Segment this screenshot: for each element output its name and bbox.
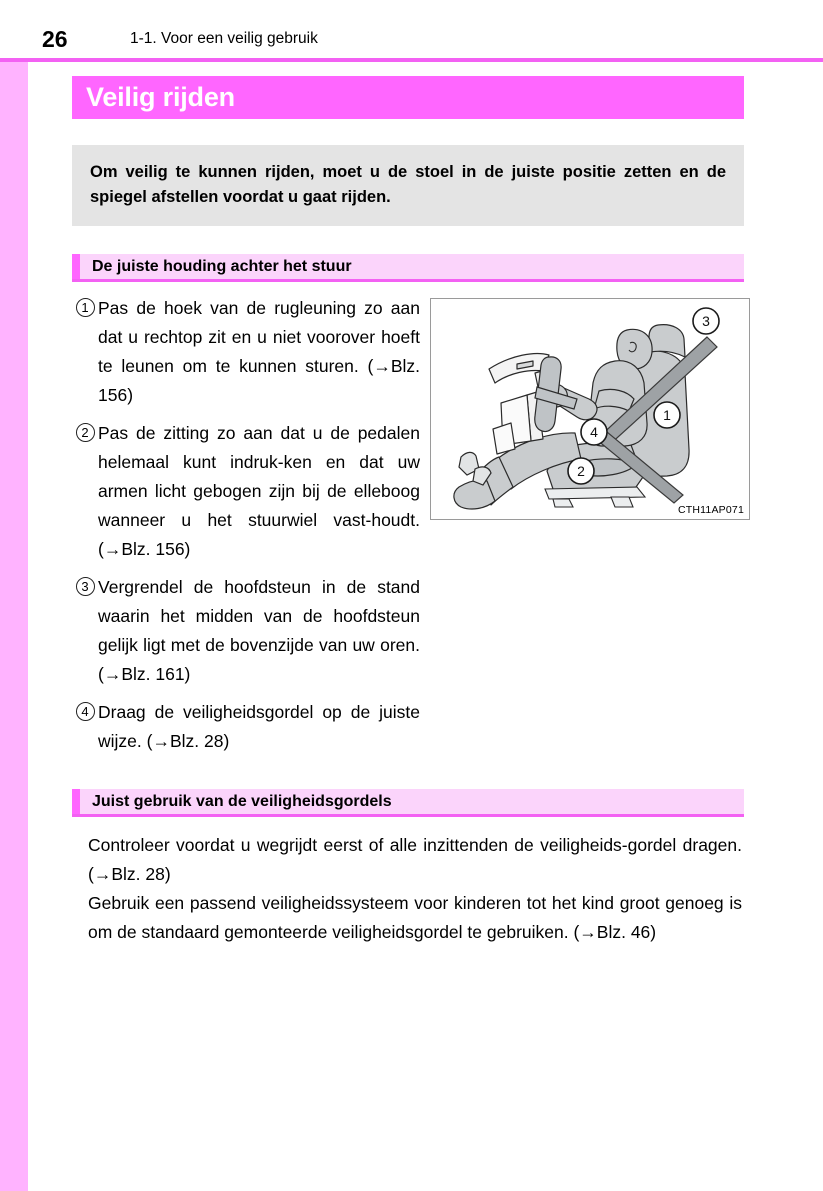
section-heading-posture bbox=[72, 254, 744, 282]
intro-callout-box: Om veilig te kunnen rijden, moet u de stoel in de juiste positie zetten en de spiegel afstellen voordat u gaat rijden. bbox=[72, 145, 744, 226]
section-heading-label: Juist gebruik van de veiligheidsgordels bbox=[92, 792, 392, 810]
callout-number-badge bbox=[72, 577, 98, 598]
callout-number-badge bbox=[72, 423, 98, 444]
page-edge-strip bbox=[0, 58, 28, 1191]
section-heading-label: De juiste houding achter het stuur bbox=[92, 257, 352, 275]
section-accent-bar bbox=[72, 254, 80, 279]
figure-caption: CTH11AP071 bbox=[677, 504, 744, 516]
page-title: Veilig rijden bbox=[72, 76, 744, 119]
list-item bbox=[72, 419, 420, 564]
svg-text:2: 2 bbox=[577, 463, 585, 479]
callout-number-label: 4 bbox=[76, 702, 95, 721]
list-item bbox=[72, 698, 420, 756]
callout-number-label: 1 bbox=[76, 298, 95, 317]
list-item bbox=[72, 573, 420, 689]
paragraph: Gebruik een passend veiligheidssysteem voor kinderen tot het kind groot genoeg is om de standaard gemonteerde veiligheidsgordel te gebruiken. (→Blz. 46) bbox=[88, 893, 742, 942]
list-item-text: Pas de hoek van de rugleuning zo aan dat u rechtop zit en u niet voorover hoeft te leunen om te kunnen sturen. (→Blz. 156) bbox=[98, 298, 420, 405]
seatbelt-paragraphs bbox=[72, 831, 744, 947]
callout-number-label: 3 bbox=[76, 577, 95, 596]
header-divider-rule bbox=[0, 58, 823, 62]
svg-text:1: 1 bbox=[663, 407, 671, 423]
list-item-text: Draag de veiligheidsgordel op de juiste wijze. (→Blz. 28) bbox=[98, 702, 420, 751]
page-number: 26 bbox=[42, 25, 68, 52]
list-item bbox=[72, 294, 420, 410]
callout-number-badge bbox=[72, 702, 98, 723]
figure-column bbox=[420, 294, 750, 520]
seating-position-illustration bbox=[430, 298, 750, 520]
section-heading-seatbelts bbox=[72, 789, 744, 817]
svg-text:3: 3 bbox=[702, 313, 710, 329]
section-body-posture bbox=[72, 294, 744, 765]
page-content bbox=[72, 76, 744, 947]
svg-text:4: 4 bbox=[590, 424, 598, 440]
breadcrumb: 1-1. Voor een veilig gebruik bbox=[130, 30, 318, 47]
section-accent-bar bbox=[72, 789, 80, 814]
list-item-text: Pas de zitting zo aan dat u de pedalen helemaal kunt indruk-ken en dat uw armen licht gebogen zijn bij de elleboog wanneer u het stuurwiel vast-houdt. (→Blz. 156) bbox=[98, 423, 420, 559]
list-item-text: Vergrendel de hoofdsteun in de stand waarin het midden van de hoofdsteun gelijk ligt met de bovenzijde van uw oren. (→Blz. 161) bbox=[98, 577, 420, 684]
page-header bbox=[0, 22, 823, 56]
callout-number-badge bbox=[72, 298, 98, 319]
paragraph: Controleer voordat u wegrijdt eerst of alle inzittenden de veiligheids-gordel dragen. (→Blz. 28) bbox=[88, 835, 742, 884]
callout-number-label: 2 bbox=[76, 423, 95, 442]
numbered-instruction-list bbox=[72, 294, 420, 765]
driver-seating-diagram bbox=[431, 299, 749, 519]
